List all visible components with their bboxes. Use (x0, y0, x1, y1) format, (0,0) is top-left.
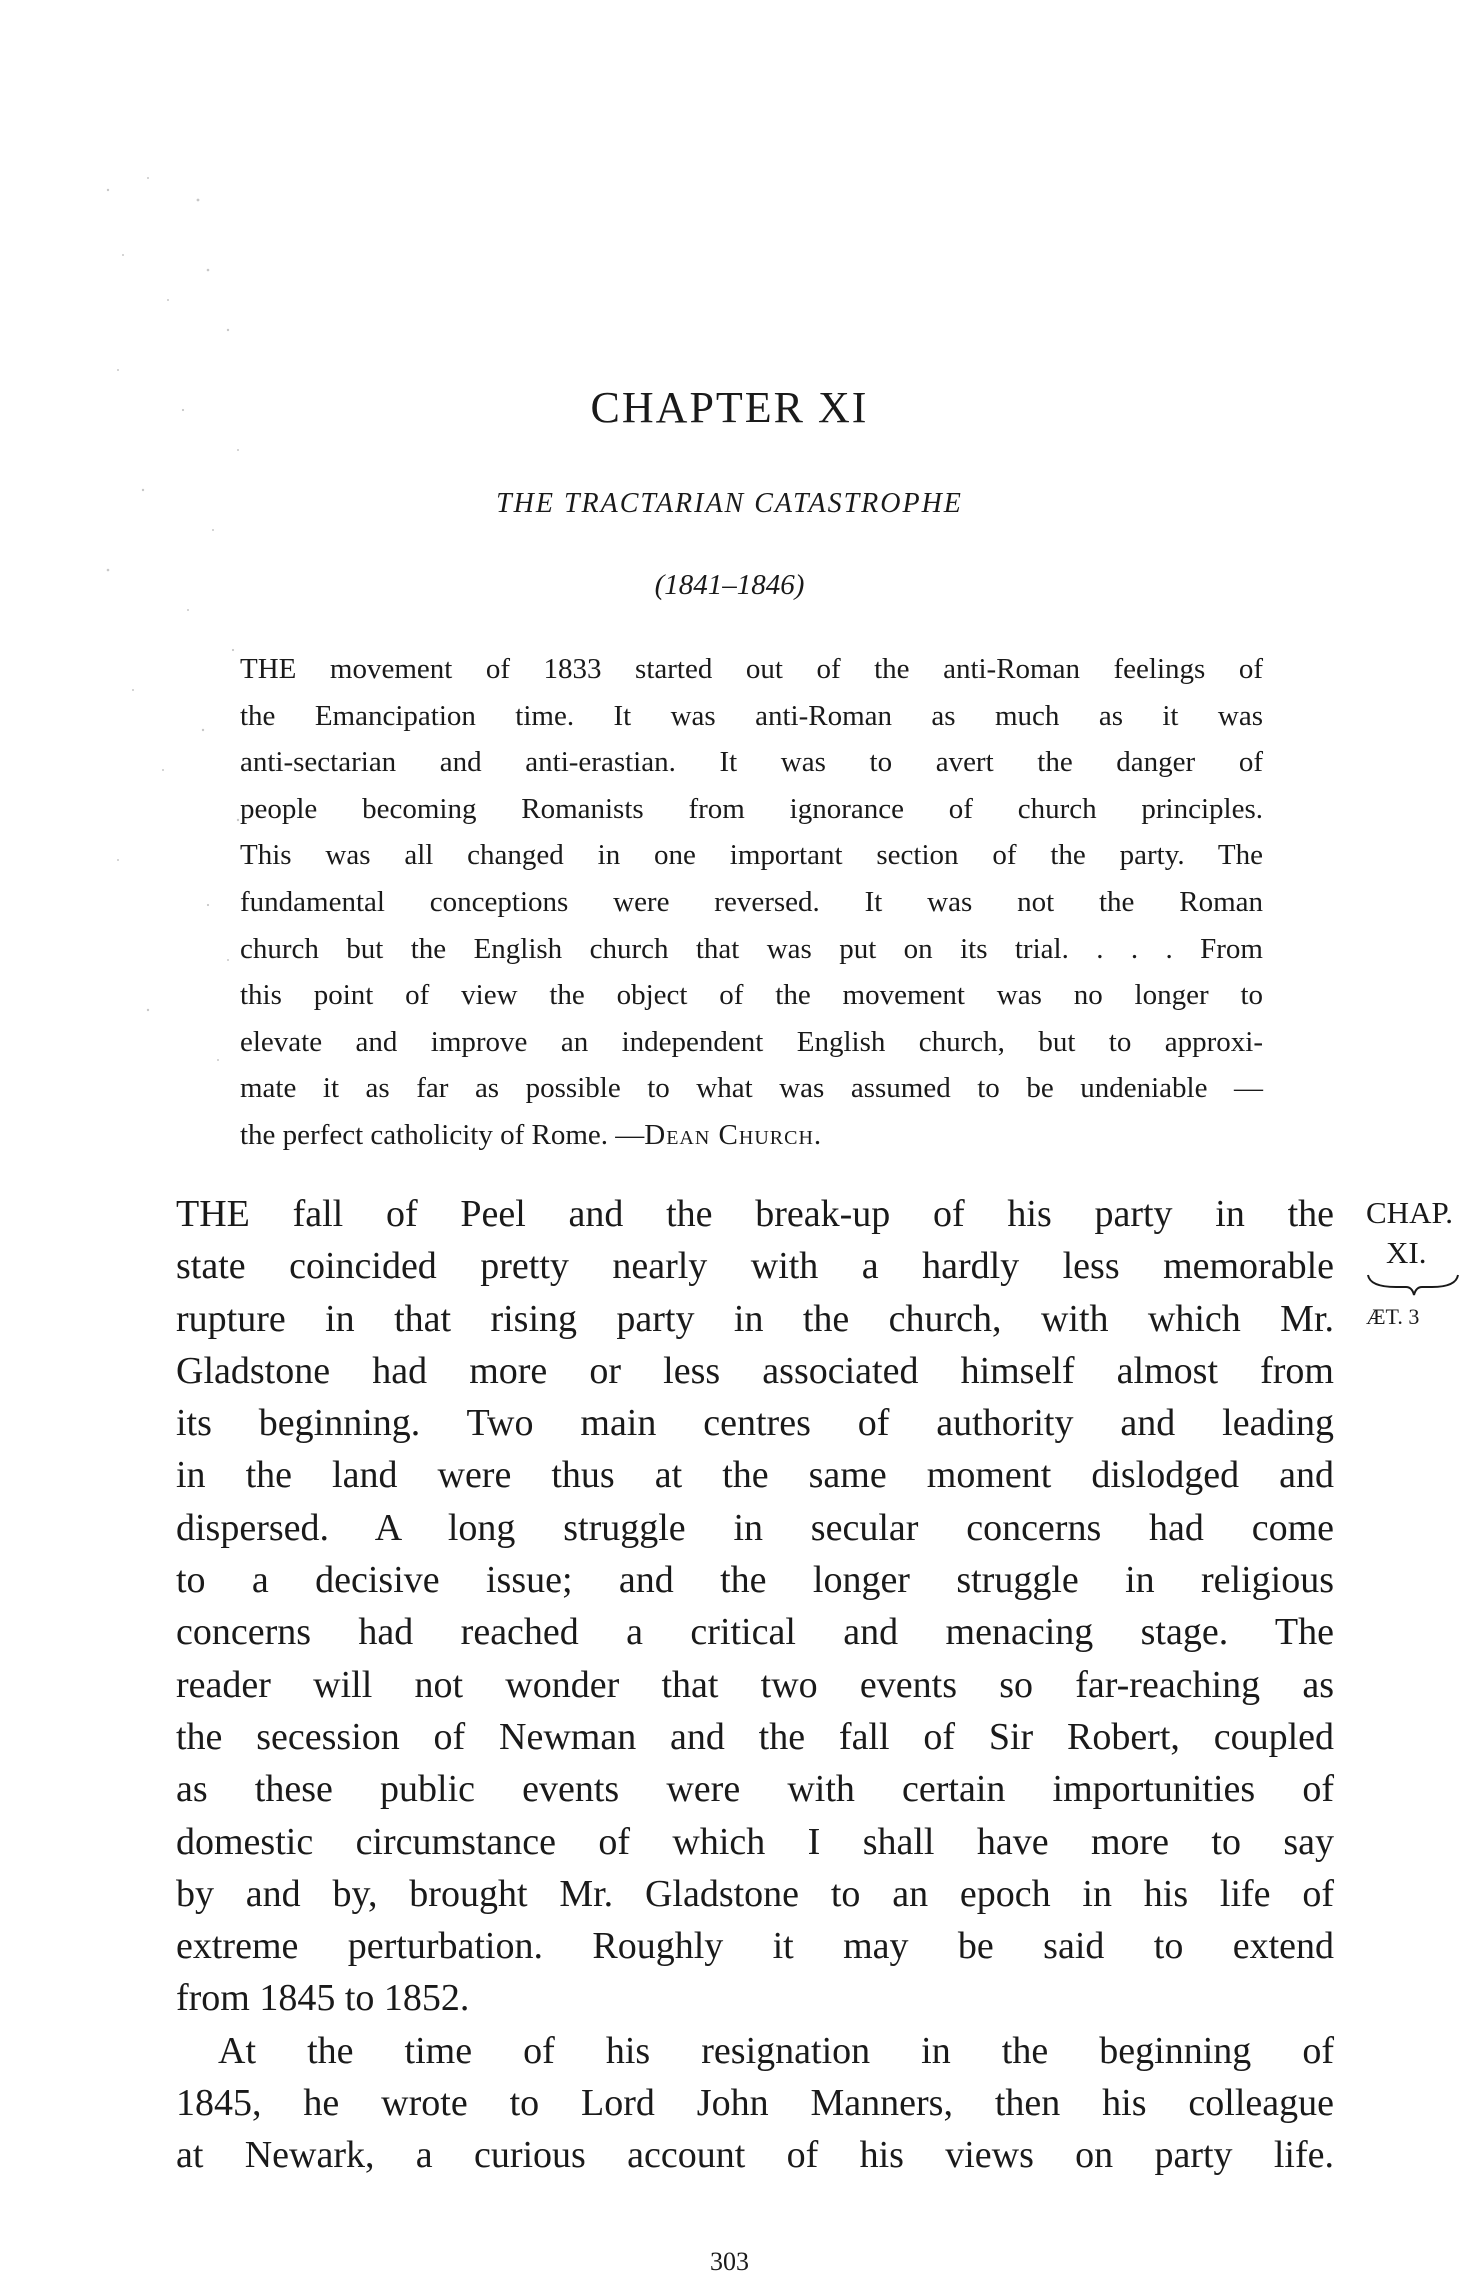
body-line: state coincided pretty nearly with a hardly less memorable (176, 1245, 1334, 1288)
body-line: by and by, brought Mr. Gladstone to an epoch in his life of (176, 1872, 1334, 1915)
body-text (176, 1188, 1334, 2182)
epigraph-line: fundamental conceptions were reversed. It was not the Roman (240, 885, 1263, 918)
scan-speckle (88, 160, 258, 1160)
brace-icon (1366, 1273, 1459, 1297)
epigraph-line: church but the English church that was put on its trial. . . . From (240, 932, 1263, 965)
body-line: in the land were thus at the same moment dislodged and (176, 1454, 1334, 1497)
epigraph-line: elevate and improve an independent English church, but to approxi- (240, 1025, 1263, 1058)
body-line: its beginning. Two main centres of authority and leading (176, 1402, 1334, 1445)
page-number: 303 (710, 2247, 749, 2276)
body-line: THE fall of Peel and the break-up of his party in the (176, 1193, 1334, 1235)
chapter-dates: (1841–1846) (654, 569, 805, 601)
body-line: concerns had reached a critical and menacing stage. The (176, 1611, 1334, 1654)
body-line: from 1845 to 1852. (176, 1977, 470, 2020)
body-line: 1845, he wrote to Lord John Manners, then his colleague (176, 2082, 1334, 2125)
epigraph-line: anti-sectarian and anti-erastian. It was to avert the danger of (240, 746, 1263, 779)
epigraph-last-line (240, 1112, 1263, 1159)
body-line: as these public events were with certain importunities of (176, 1768, 1334, 1811)
margin-chapter: CHAP. (1366, 1195, 1454, 1230)
epigraph-line: mate it as far as possible to what was assumed to be undeniable — (240, 1072, 1263, 1105)
epigraph-line: the Emancipation time. It was anti-Roman as much as it was (240, 699, 1263, 732)
body-line: domestic circumstance of which I shall have more to say (176, 1820, 1334, 1863)
epigraph-line: people becoming Romanists from ignorance of church principles. (240, 792, 1263, 825)
epigraph-line: this point of view the object of the movement was no longer to (240, 979, 1263, 1012)
body-line: dispersed. A long struggle in secular concerns had come (176, 1506, 1334, 1549)
epigraph-line: This was all changed in one important section of the party. The (240, 839, 1263, 872)
margin-note (1366, 1193, 1459, 1337)
epigraph-line: THE movement of 1833 started out of the anti-Roman feelings of (240, 653, 1263, 685)
chapter-title: CHAPTER XI (590, 383, 869, 432)
body-line: rupture in that rising party in the church, with which Mr. (176, 1297, 1334, 1340)
margin-age: ÆT. 3 (1366, 1304, 1420, 1329)
margin-chapter-number: XI. (1386, 1235, 1427, 1270)
chapter-subtitle: THE TRACTARIAN CATASTROPHE (496, 488, 963, 519)
epigraph (240, 646, 1263, 1159)
epigraph-last-text: the perfect catholicity of Rome. — (240, 1118, 645, 1151)
epigraph-attribution: Dean Church. (644, 1118, 823, 1151)
body-line: the secession of Newman and the fall of Sir Robert, coupled (176, 1715, 1334, 1758)
body-line: Gladstone had more or less associated himself almost from (176, 1349, 1334, 1392)
body-line: extreme perturbation. Roughly it may be said to extend (176, 1925, 1334, 1968)
body-line: at Newark, a curious account of his views on party life. (176, 2134, 1334, 2177)
body-line: to a decisive issue; and the longer struggle in religious (176, 1559, 1334, 1602)
body-line: reader will not wonder that two events so far-reaching as (176, 1663, 1334, 1706)
body-line: At the time of his resignation in the beginning of (218, 2029, 1334, 2072)
